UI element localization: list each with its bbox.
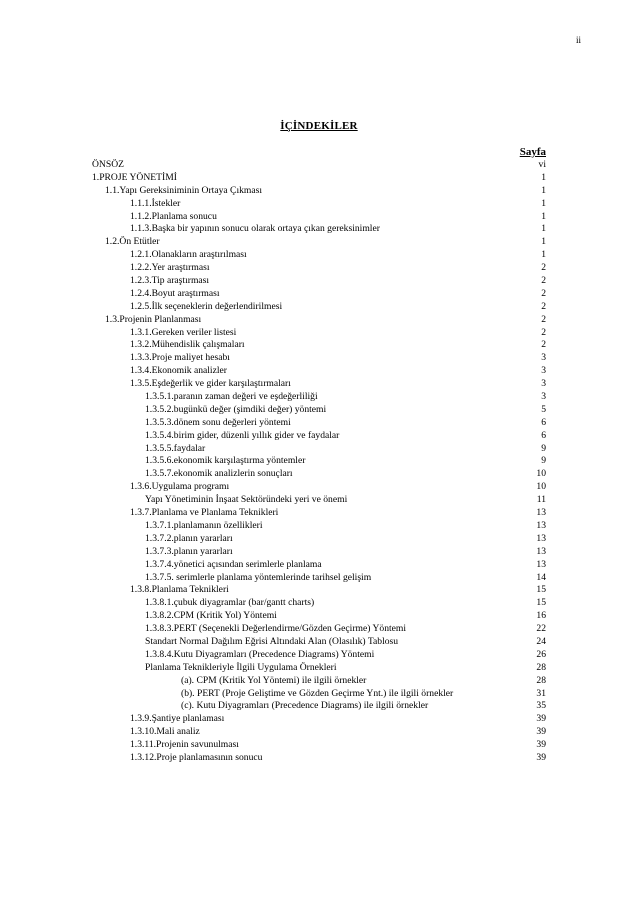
- toc-entry-page: 3: [541, 365, 546, 377]
- toc-entry: [0, 494, 638, 507]
- toc-entry-page: 14: [536, 571, 546, 583]
- toc-entry: [0, 649, 638, 662]
- toc-entry-label: 1.3.5.3.dönem sonu değerleri yöntemi: [145, 416, 291, 428]
- toc-entry: [0, 185, 638, 198]
- toc-entry: [0, 468, 638, 481]
- toc-entry-label: 1.3.8.Planlama Teknikleri: [130, 584, 229, 596]
- toc-entry: [0, 533, 638, 546]
- toc-entry: [0, 327, 638, 340]
- toc-entry: [0, 378, 638, 391]
- toc-entry-page: 13: [536, 532, 546, 544]
- toc-entry-label: 1.3.7.4.yönetici açısından serimlerle planlama: [145, 558, 322, 570]
- toc-entry-page: 15: [536, 597, 546, 609]
- toc-entry-page: 11: [536, 494, 546, 506]
- toc-entry: [0, 288, 638, 301]
- toc-entry-label: 1.3.1.Gereken veriler listesi: [130, 326, 237, 338]
- toc-entry-page: 22: [536, 623, 546, 635]
- toc-entry-label: 1.2.2.Yer araştırması: [130, 262, 210, 274]
- toc-entry-label: 1.PROJE YÖNETİMİ: [92, 171, 177, 183]
- toc-entry: [0, 623, 638, 636]
- toc-entry: [0, 301, 638, 314]
- toc-entry-label: Standart Normal Dağılım Eğrisi Altındaki Alan (Olasılık) Tablosu: [145, 635, 399, 647]
- toc-entry-label: 1.3.9.Şantiye planlaması: [130, 713, 225, 725]
- toc-entry-label: 1.3.5.5.faydalar: [145, 442, 206, 454]
- toc-entry-page: 16: [536, 610, 546, 622]
- toc-entry-page: 9: [541, 455, 546, 467]
- toc-entry: [0, 726, 638, 739]
- page-column-header: Sayfa: [519, 146, 546, 158]
- toc-entry-page: 39: [536, 726, 546, 738]
- toc-entry: [0, 352, 638, 365]
- toc-entry-label: Yapı Yönetiminin İnşaat Sektöründeki yeri ve önemi: [145, 494, 348, 506]
- toc-entry-page: 6: [541, 429, 546, 441]
- toc-entry-page: 3: [541, 391, 546, 403]
- toc-entry-page: 2: [541, 262, 546, 274]
- toc-entry: [0, 249, 638, 262]
- toc-entry: [0, 172, 638, 185]
- toc-entry: [0, 507, 638, 520]
- toc-entry-label: 1.1.3.Başka bir yapının sonucu olarak ortaya çıkan gereksinimler: [130, 223, 380, 235]
- toc-entry-label: 1.3.Projenin Planlanması: [105, 313, 202, 325]
- toc-entry-label: 1.3.8.3.PERT (Seçenekli Değerlendirme/Gözden Geçirme) Yöntemi: [145, 623, 407, 635]
- toc-entry-page: 2: [541, 326, 546, 338]
- toc-entry-label: 1.3.7.Planlama ve Planlama Teknikleri: [130, 507, 279, 519]
- toc-entry-label: 1.3.2.Mühendislik çalışmaları: [130, 339, 245, 351]
- toc-entry: [0, 584, 638, 597]
- toc-entry-label: (a). CPM (Kritik Yol Yöntemi) ile ilgili örnekler: [181, 674, 367, 686]
- toc-entry: [0, 417, 638, 430]
- toc-entry-page: 1: [541, 223, 546, 235]
- toc-entry-page: 1: [541, 210, 546, 222]
- toc-entry-page: 13: [536, 519, 546, 531]
- toc-entry-label: 1.3.5.7.ekonomik analizlerin sonuçları: [145, 468, 293, 480]
- toc-entry: [0, 275, 638, 288]
- toc-entry: [0, 739, 638, 752]
- toc-entry-label: 1.3.11.Projenin savunulması: [130, 739, 239, 751]
- toc-entry: [0, 546, 638, 559]
- toc-entry-label: ÖNSÖZ: [92, 159, 124, 170]
- toc-entry-page: 1: [541, 197, 546, 209]
- toc-entry-label: 1.3.7.2.planın yararları: [145, 532, 233, 544]
- toc-entry-page: 3: [541, 378, 546, 390]
- toc-entry: [0, 675, 638, 688]
- toc-entry-label: 1.3.8.1.çubuk diyagramlar (bar/gantt charts): [145, 597, 315, 609]
- toc-entry-label: 1.3.8.2.CPM (Kritik Yol) Yöntemi: [145, 610, 277, 622]
- toc-entry-label: 1.3.7.3.planın yararları: [145, 545, 233, 557]
- toc-entry: [0, 430, 638, 443]
- toc-entry-page: 1: [541, 171, 546, 183]
- toc-entry-page: 28: [536, 661, 546, 673]
- toc-entry-page: 2: [541, 339, 546, 351]
- toc-entry-page: 39: [536, 739, 546, 751]
- toc-entry-label: 1.3.10.Mali analiz: [130, 726, 200, 738]
- toc-entry: [0, 262, 638, 275]
- toc-entry-page: 39: [536, 751, 546, 763]
- toc-entry-page: 13: [536, 507, 546, 519]
- toc-entry: [0, 700, 638, 713]
- toc-entry-label: 1.3.4.Ekonomik analizler: [130, 365, 227, 377]
- toc-entry-page: 2: [541, 300, 546, 312]
- toc-entry: [0, 391, 638, 404]
- toc-entry-page: 28: [536, 674, 546, 686]
- toc-entry: [0, 597, 638, 610]
- toc-entry: [0, 636, 638, 649]
- toc-entry-page: 10: [536, 481, 546, 493]
- toc-entry-page: 2: [541, 275, 546, 287]
- toc-entry-page: 13: [536, 545, 546, 557]
- toc-entry-page: 2: [541, 313, 546, 325]
- toc-entry-label: 1.3.5.Eşdeğerlik ve gider karşılaştırmaları: [130, 378, 291, 390]
- toc-entry-label: 1.1.2.Planlama sonucu: [130, 210, 217, 222]
- toc-entry-page: 1: [541, 184, 546, 196]
- toc-entry-page: 24: [536, 635, 546, 647]
- toc-entry-label: (b). PERT (Proje Geliştime ve Gözden Geçirme Ynt.) ile ilgili örnekler: [181, 687, 454, 699]
- toc-entry: [0, 198, 638, 211]
- toc-entry-page: 13: [536, 558, 546, 570]
- toc-entry: [0, 481, 638, 494]
- toc-title: İÇİNDEKİLER: [280, 120, 358, 132]
- toc-entry: [0, 572, 638, 585]
- toc-entry-label: 1.2.3.Tip araştırması: [130, 275, 210, 287]
- toc-entry-label: 1.3.5.6.ekonomik karşılaştırma yöntemler: [145, 455, 306, 467]
- toc-entry-page: 9: [541, 442, 546, 454]
- toc-entry: [0, 455, 638, 468]
- toc-entry: [0, 559, 638, 572]
- toc-entry-label: 1.3.5.4.birim gider, düzenli yıllık gider ve faydalar: [145, 429, 340, 441]
- table-of-contents: [0, 159, 638, 765]
- toc-entry-label: 1.3.12.Proje planlamasının sonucu: [130, 751, 263, 763]
- toc-entry: [0, 339, 638, 352]
- toc-entry: [0, 688, 638, 701]
- toc-entry-page: 39: [536, 713, 546, 725]
- toc-entry-label: 1.2.4.Boyut araştırması: [130, 287, 220, 299]
- toc-entry-label: 1.3.6.Uygulama programı: [130, 481, 230, 493]
- toc-entry-page: vi: [538, 159, 546, 170]
- toc-entry-label: Planlama Teknikleriyle İlgili Uygulama Örnekleri: [145, 661, 337, 673]
- toc-entry-page: 35: [536, 700, 546, 712]
- toc-entry-label: 1.1.Yapı Gereksiniminin Ortaya Çıkması: [105, 184, 263, 196]
- toc-entry-page: 1: [541, 249, 546, 261]
- toc-entry: [0, 314, 638, 327]
- toc-entry-page: 1: [541, 236, 546, 248]
- toc-entry-label: 1.2.1.Olanakların araştırılması: [130, 249, 247, 261]
- toc-entry-page: 6: [541, 416, 546, 428]
- toc-entry-label: 1.3.7.1.planlamanın özellikleri: [145, 519, 263, 531]
- toc-entry-label: 1.3.3.Proje maliyet hesabı: [130, 352, 230, 364]
- toc-entry-page: 5: [541, 403, 546, 415]
- toc-entry-label: 1.3.5.2.bugünkü değer (şimdiki değer) yöntemi: [145, 403, 327, 415]
- toc-entry-label: 1.2.Ön Etütler: [105, 236, 160, 248]
- toc-entry: [0, 752, 638, 765]
- toc-entry: [0, 365, 638, 378]
- toc-entry-page: 3: [541, 352, 546, 364]
- toc-entry-page: 10: [536, 468, 546, 480]
- toc-entry-label: 1.3.8.4.Kutu Diyagramları (Precedence Diagrams) Yöntemi: [145, 648, 375, 660]
- toc-entry: [0, 211, 638, 224]
- toc-entry: [0, 404, 638, 417]
- toc-entry: [0, 662, 638, 675]
- toc-entry-label: (c). Kutu Diyagramları (Precedence Diagrams) ile ilgili örnekler: [181, 700, 429, 712]
- toc-entry-label: 1.1.1.İstekler: [130, 197, 181, 209]
- toc-entry: [0, 443, 638, 456]
- toc-entry: [0, 713, 638, 726]
- toc-entry-label: 1.3.7.5. serimlerle planlama yöntemlerinde tarihsel gelişim: [145, 571, 372, 583]
- toc-entry-label: 1.2.5.İlk seçeneklerin değerlendirilmesi: [130, 300, 283, 312]
- toc-entry: [0, 610, 638, 623]
- toc-entry-page: 31: [536, 687, 546, 699]
- toc-entry: [0, 159, 638, 172]
- toc-entry: [0, 223, 638, 236]
- toc-entry-page: 15: [536, 584, 546, 596]
- page-number: ii: [575, 35, 581, 45]
- toc-entry: [0, 520, 638, 533]
- toc-entry-page: 26: [536, 648, 546, 660]
- toc-entry-page: 2: [541, 287, 546, 299]
- toc-entry: [0, 236, 638, 249]
- toc-entry-label: 1.3.5.1.paranın zaman değeri ve eşdeğerliliği: [145, 391, 318, 403]
